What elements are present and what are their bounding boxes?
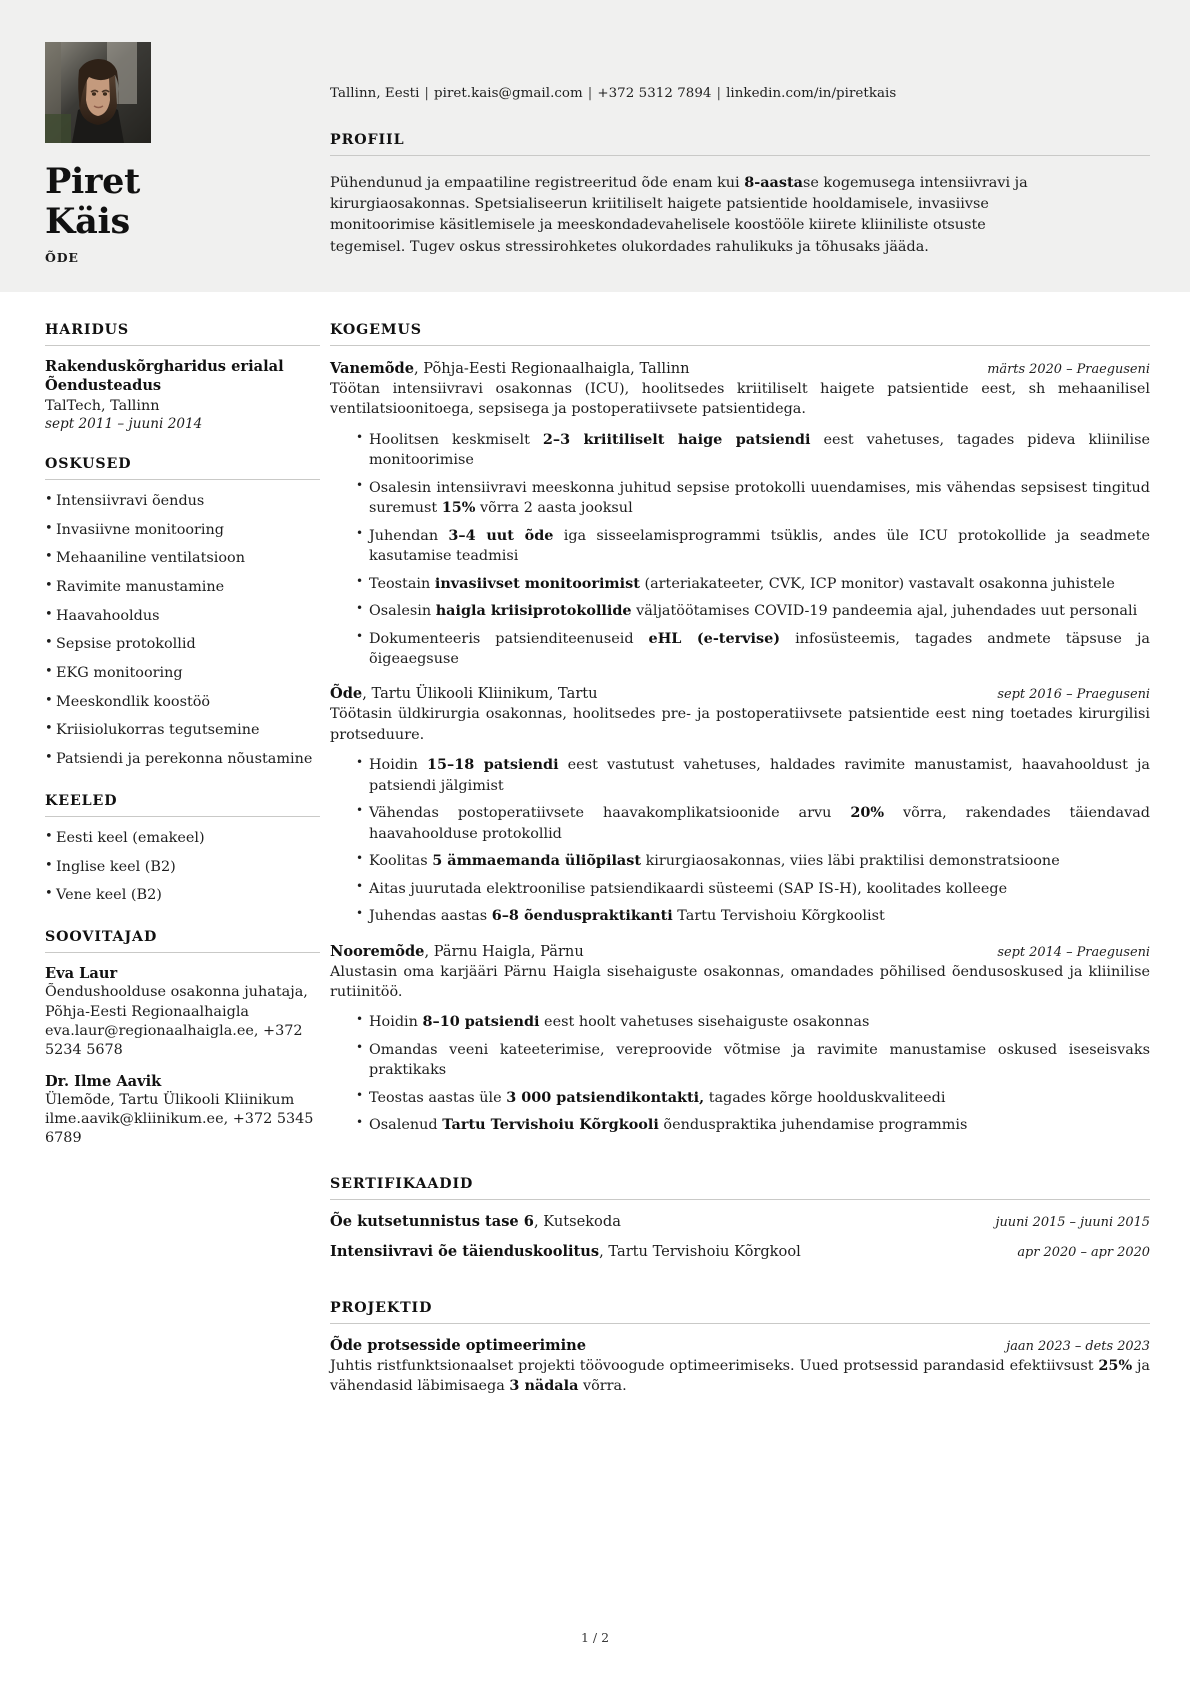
education-item (45, 358, 320, 432)
job-date: märts 2020 – Praeguseni (987, 362, 1150, 377)
job-title: ÕDE (45, 250, 79, 266)
divider (330, 1199, 1150, 1200)
education-degree: Rakenduskõrgharidus erialal Õendusteadus (45, 358, 284, 394)
education-heading: HARIDUS (45, 322, 130, 338)
body-text: võrra, rakendades täiendavad haavahoolduse protokollid (369, 805, 1150, 842)
body-text: Osalenud (369, 1117, 443, 1134)
experience-heading: KOGEMUS (330, 322, 422, 338)
projects-heading: PROJEKTID (330, 1299, 433, 1316)
emphasis-text: 3 000 patsiendikontakti, (506, 1088, 705, 1106)
job-role: Nooremõde (330, 942, 425, 960)
job-bullet (356, 803, 1150, 844)
emphasis-text: 6–8 õenduspraktikanti (491, 907, 673, 925)
body-text: Teostain (369, 575, 435, 592)
profile-heading: PROFIIL (330, 132, 405, 148)
emphasis-text: 8–10 patsiendi (422, 1013, 540, 1031)
job-bullet (356, 601, 1150, 621)
body-text: kirurgiaosakonnas, viies läbi praktilisi demonstratsioone (641, 853, 1060, 870)
list-item: • Inglise keel (B2) (45, 858, 320, 877)
emphasis-text: 15% (441, 499, 476, 517)
certificate-date: juuni 2015 – juuni 2015 (995, 1214, 1150, 1230)
body-text: Aitas juurutada elektroonilise patsiendikaardi süsteemi (SAP IS-H), koolitades kolleege (369, 880, 1008, 897)
contact-separator: | (424, 86, 429, 101)
body-text: iga sisseelamisprogrammi tsüklis, andes üle ICU protokollide ja seadmete kasutamise teadmisi (369, 527, 1150, 565)
reference-item (45, 965, 320, 1060)
emphasis-text: 3–4 uut õde (448, 526, 554, 544)
body-text: õenduspraktika juhendamise programmis (658, 1117, 968, 1134)
contact-line (330, 86, 1150, 101)
body-text: Juhendan (369, 527, 449, 544)
references-heading: SOOVITAJAD (45, 929, 158, 946)
certificate-item (330, 1213, 1150, 1230)
reference-contact[interactable]: ilme.aavik@kliinikum.ee, +372 5345 6789 (45, 1111, 314, 1147)
body-text: võrra. (578, 1378, 627, 1395)
body-text: Hoidin (369, 757, 428, 774)
list-item: • Intensiivravi õendus (45, 492, 320, 511)
reference-item (45, 1073, 320, 1148)
reference-name: Eva Laur (45, 965, 118, 983)
main-column (320, 292, 1150, 1397)
project-item (330, 1337, 1150, 1397)
certificates-heading: SERTIFIKAADID (330, 1175, 474, 1192)
list-item: • Ravimite manustamine (45, 578, 320, 597)
body-text: Hoidin (369, 1014, 423, 1031)
divider (45, 952, 320, 953)
contact-linkedin[interactable]: linkedin.com/in/piretkais (726, 86, 897, 101)
body-text: väljatöötamises COVID-19 pandeemia ajal, juhendades uut personali (631, 603, 1138, 620)
job-title-line (330, 360, 690, 377)
references-section-header (45, 929, 320, 953)
contact-separator: | (587, 86, 593, 101)
projects-list (330, 1337, 1150, 1397)
certificates-list (330, 1213, 1150, 1260)
job-summary: Alustasin oma karjääri Pärnu Haigla sisehaiguste osakonnas, omandades põhilised õendusoskused ja kliinilise rutiinitöö. (330, 963, 1150, 1000)
education-date: sept 2011 – juuni 2014 (45, 415, 203, 432)
list-item: • Eesti keel (emakeel) (45, 829, 320, 848)
job-bullets (330, 1012, 1150, 1135)
body-text: Osalesin intensiivravi meeskonna juhitud sepsise protokolli uuendamises, mis vähendas sepsisest tingitud suremust (369, 479, 1150, 517)
reference-role: Õendushoolduse osakonna juhataja, Põhja-Eesti Regionaalhaigla (45, 984, 308, 1020)
references-section (45, 929, 320, 1148)
certificates-section (330, 1176, 1150, 1260)
job-header (330, 943, 1150, 960)
body-text: (arteriakateeter, CVK, ICP monitor) vastavalt osakonna juhistele (639, 575, 1115, 592)
body-text: se kogemusega intensiivravi ja kirurgiaosakonnas. Spetsialiseerun kriitiliselt haigete patsientide hooldamisele, invasiivse monitoorimise käsitlemisele ja meeskondadevahelisele koostööle kiirete kliiniliste otsuste tegemisel. Tugev oskus stressirohketes olukordades rahulikuks ja tõhusaks jääda. (330, 175, 1028, 255)
body-text: Juhtis ristfunktsionaalset projekti töövoogude optimeerimiseks. Uued protsessid parandasid efektiivsust (330, 1357, 1099, 1374)
job-item (330, 360, 1150, 669)
skills-heading: OSKUSED (45, 455, 132, 472)
job-role: Vanemõde (330, 360, 414, 377)
project-description (330, 1356, 1150, 1397)
resume-body (0, 292, 1190, 1397)
list-item: • Sepsise protokollid (45, 635, 320, 654)
body-text: Teostas aastas üle (369, 1089, 507, 1106)
reference-name: Dr. Ilme Aavik (45, 1073, 162, 1091)
education-section (45, 322, 320, 432)
body-text: Omandas veeni kateeterimise, vereproovide võtmise ja ravimite manustamise oskused iseseisvaks praktikaks (369, 1041, 1150, 1079)
body-text: eest vastutust vahetuses, haldades ravimite manustamist, haavahooldust ja patsiendi jälgimist (369, 757, 1150, 794)
job-bullet (356, 755, 1150, 796)
body-text: infosüsteemis, tagades andmete täpsuse ja õigeaegsuse (369, 630, 1150, 667)
job-date: sept 2014 – Praeguseni (997, 944, 1150, 960)
body-text: Juhendas aastas (369, 908, 492, 925)
job-company: , Põhja-Eesti Regionaalhaigla, Tallinn (414, 360, 690, 377)
project-date: jaan 2023 – dets 2023 (1006, 1338, 1150, 1354)
body-text: Hoolitsen keskmiselt (369, 431, 543, 448)
emphasis-text: 3 nädala (509, 1377, 579, 1395)
job-title-line (330, 943, 584, 960)
certificate-date: apr 2020 – apr 2020 (1017, 1244, 1150, 1260)
job-bullet (356, 1115, 1150, 1135)
emphasis-text: haigla kriisiprotokollide (435, 602, 632, 620)
contact-location: Tallinn, Eesti (330, 86, 420, 101)
education-section-header (45, 322, 320, 346)
body-text: võrra 2 aasta jooksul (475, 500, 633, 517)
certificate-issuer: , Kutsekoda (533, 1212, 621, 1230)
resume-header (0, 0, 1190, 292)
job-summary: Töötasin üldkirurgia osakonnas, hoolitsedes pre- ja postoperatiivsete patsientide eest ning toetades kirurgilisi protseduure. (330, 706, 1150, 743)
job-bullet (356, 1012, 1150, 1032)
list-item: • Vene keel (B2) (45, 886, 320, 905)
job-bullet (356, 430, 1150, 471)
experience-section-header (330, 322, 1150, 346)
projects-section (330, 1300, 1150, 1397)
skills-list (45, 492, 320, 769)
projects-section-header (330, 1300, 1150, 1324)
emphasis-text: invasiivset monitoorimist (434, 574, 640, 592)
emphasis-text: 15–18 patsiendi (427, 756, 559, 774)
profile-text (330, 172, 1065, 258)
body-text: Tartu Tervishoiu Kõrgkoolist (672, 908, 885, 925)
job-item (330, 685, 1150, 926)
profile-photo-graphic (45, 42, 151, 143)
skills-section-header (45, 456, 320, 480)
job-company: , Tartu Ülikooli Kliinikum, Tartu (362, 685, 598, 703)
divider (45, 479, 320, 480)
job-bullet (356, 478, 1150, 519)
contact-separator: | (716, 86, 722, 101)
body-text: ja vähendasid läbimisaega (330, 1357, 1150, 1395)
reference-role: Ülemõde, Tartu Ülikooli Kliinikum (45, 1092, 295, 1109)
body-text: eest vahetuses, tagades pideva kliinilise monitoorimise (369, 431, 1150, 469)
body-text: eest hoolt vahetuses sisehaiguste osakonnas (539, 1014, 870, 1031)
body-text: Osalesin (369, 603, 436, 620)
experience-section (330, 322, 1150, 1136)
certificate-issuer: , Tartu Tervishoiu Kõrgkool (599, 1242, 801, 1260)
project-title: Õde protsesside optimeerimine (330, 1336, 587, 1354)
body-text: Koolitas (369, 853, 433, 870)
languages-section-header (45, 793, 320, 817)
job-bullet (356, 906, 1150, 926)
profile-photo (45, 42, 151, 143)
body-text: Vähendas postoperatiivsete haavakomplikatsioonide arvu (369, 805, 851, 822)
education-list (45, 358, 320, 432)
certificates-section-header (330, 1176, 1150, 1200)
divider (45, 816, 320, 817)
header-right (320, 42, 1150, 292)
job-bullet (356, 526, 1150, 567)
references-list (45, 965, 320, 1148)
job-item (330, 943, 1150, 1136)
list-item: • Invasiivne monitooring (45, 521, 320, 540)
experience-list (330, 360, 1150, 1136)
emphasis-text: Tartu Tervishoiu Kõrgkooli (442, 1116, 659, 1134)
certificate-name: Intensiivravi õe täienduskoolitus (330, 1242, 600, 1260)
certificate-title (330, 1243, 801, 1260)
job-bullets (330, 755, 1150, 926)
emphasis-text: 25% (1098, 1356, 1133, 1374)
job-title-line (330, 685, 598, 702)
page-title (45, 162, 320, 241)
skills-section (45, 456, 320, 769)
list-item: • Kriisiolukorras tegutsemine (45, 721, 320, 740)
identity-block (45, 42, 320, 292)
emphasis-text: 8-aasta (744, 174, 803, 191)
sidebar-column (45, 292, 320, 1397)
job-bullet (356, 851, 1150, 871)
languages-section (45, 793, 320, 905)
emphasis-text: 2–3 kriitiliselt haige patsiendi (542, 430, 811, 448)
contact-phone[interactable]: +372 5312 7894 (597, 86, 712, 101)
body-text: Pühendunud ja empaatiline registreeritud õde enam kui (330, 175, 745, 191)
divider (330, 1323, 1150, 1324)
job-header (330, 360, 1150, 377)
job-header (330, 685, 1150, 702)
divider (330, 345, 1150, 346)
job-bullet (356, 629, 1150, 670)
first-name: Piret (45, 161, 140, 202)
last-name: Käis (45, 200, 130, 242)
project-header (330, 1337, 1150, 1354)
list-item: • Haavahooldus (45, 607, 320, 626)
divider (45, 345, 320, 346)
list-item: • Mehaaniline ventilatsioon (45, 549, 320, 568)
languages-list (45, 829, 320, 905)
emphasis-text: 5 ämmaemanda üliõpilast (432, 852, 641, 870)
certificate-title (330, 1213, 621, 1230)
profile-section-header (330, 132, 1150, 156)
job-bullet (356, 574, 1150, 594)
job-summary: Töötan intensiivravi osakonnas (ICU), hoolitsedes kriitiliselt haigete patsientide eest, sh mehaanilisel ventilatsioonitoega, sepsisega ja postoperatiivsete patsientidega. (330, 381, 1150, 418)
reference-contact[interactable]: eva.laur@regionaalhaigla.ee, +372 5234 5678 (45, 1022, 303, 1058)
body-text: Dokumenteeris patsienditeenuseid (369, 630, 649, 647)
list-item: • Meeskondlik koostöö (45, 693, 320, 712)
job-company: , Pärnu Haigla, Pärnu (424, 942, 584, 960)
divider (330, 155, 1150, 156)
job-bullet (356, 879, 1150, 899)
emphasis-text: 20% (850, 804, 885, 822)
emphasis-text: eHL (e-tervise) (648, 629, 781, 647)
job-role: Õde (330, 685, 363, 703)
contact-email[interactable]: piret.kais@gmail.com (433, 86, 583, 101)
page-number: 1 / 2 (580, 1630, 610, 1645)
body-text: tagades kõrge hoolduskvaliteedi (704, 1089, 946, 1106)
job-bullet (356, 1088, 1150, 1108)
job-bullet (356, 1040, 1150, 1081)
education-school: TalTech, Tallinn (45, 397, 160, 414)
job-bullets (330, 430, 1150, 670)
list-item: • Patsiendi ja perekonna nõustamine (45, 750, 320, 769)
job-date: sept 2016 – Praeguseni (997, 687, 1150, 703)
list-item: • EKG monitooring (45, 664, 320, 683)
certificate-item (330, 1243, 1150, 1260)
certificate-name: Õe kutsetunnistus tase 6 (330, 1212, 534, 1230)
languages-heading: KEELED (45, 793, 118, 809)
